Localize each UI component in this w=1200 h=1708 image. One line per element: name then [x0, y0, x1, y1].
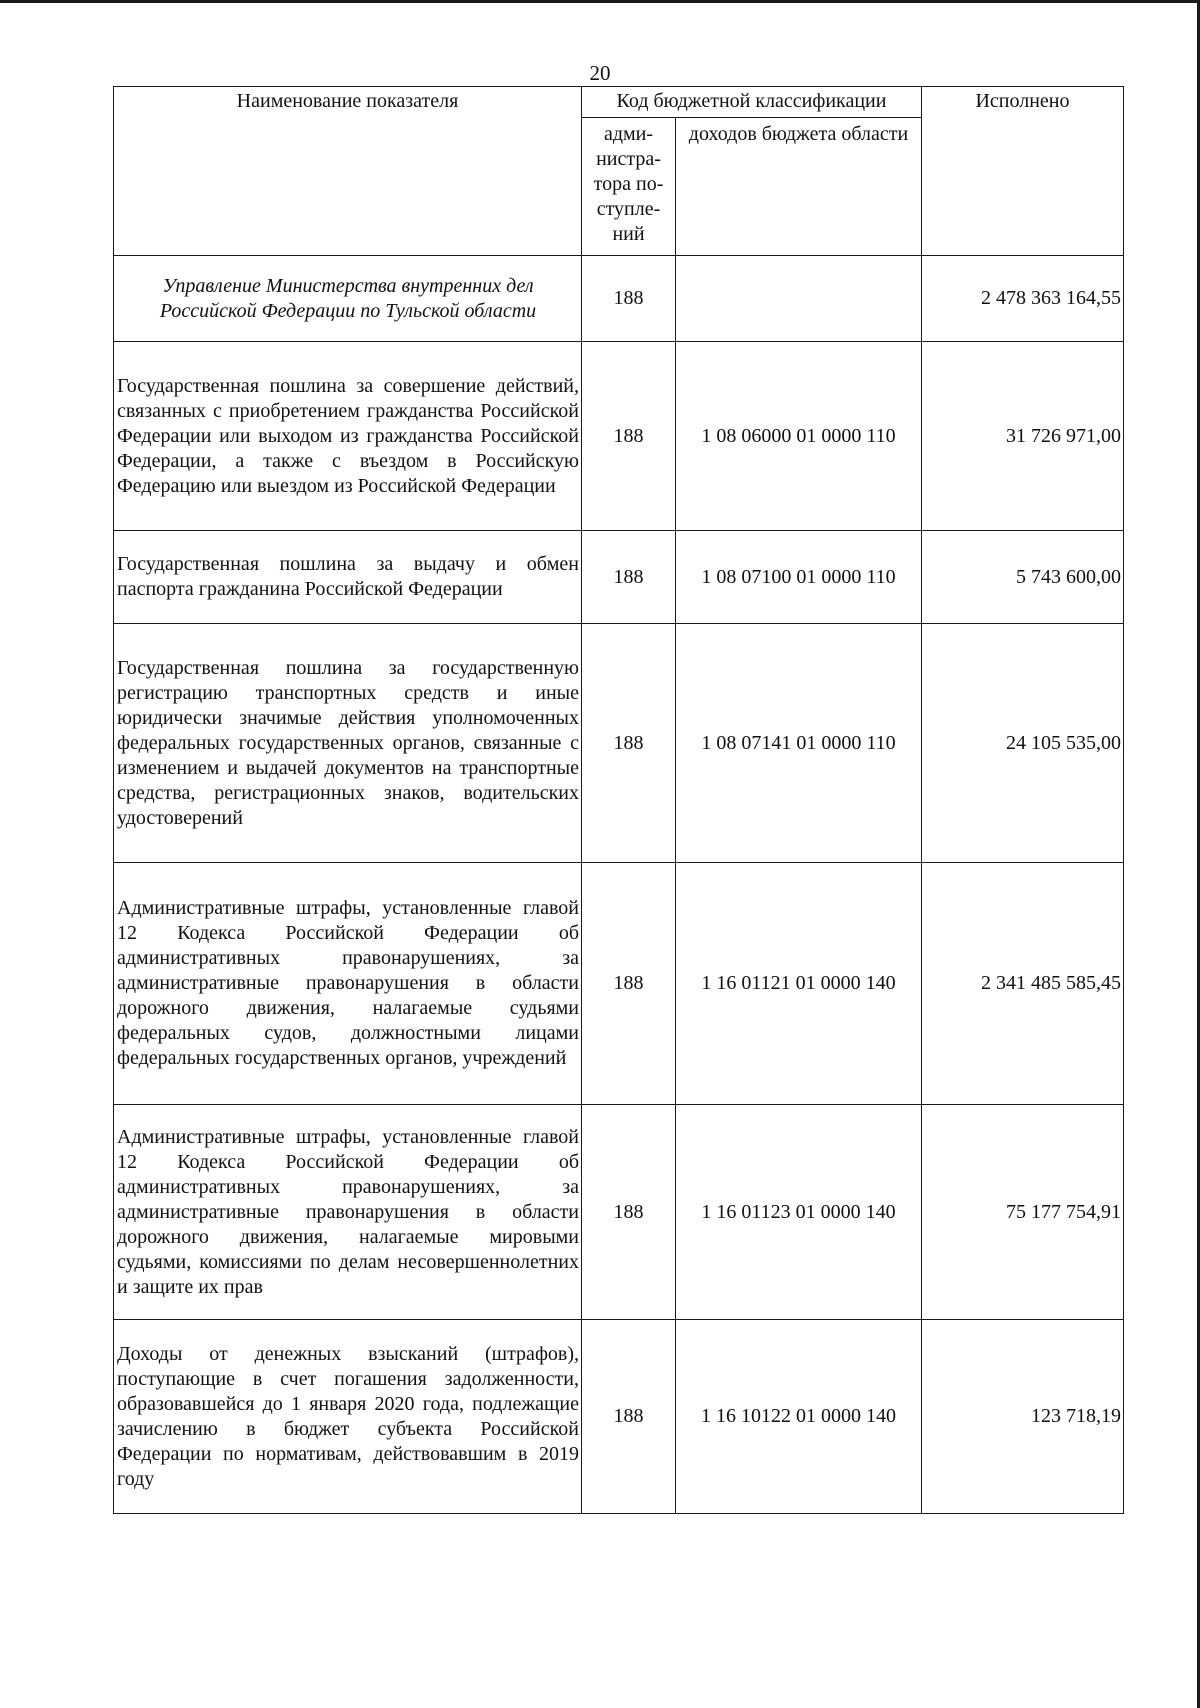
page-top-edge: [0, 0, 1200, 3]
header-row-top: [114, 87, 1124, 118]
table-row: [114, 256, 1124, 342]
row-budget-code: 1 16 01121 01 0000 140: [676, 863, 922, 1105]
header-code: доходов бюджета области: [676, 118, 922, 256]
row-total: 2 341 485 585,45: [922, 863, 1124, 1105]
row-name: Государственная пошлина за государственную регистрацию транспортных средств и иные юридически значимые действия уполномоченных федеральных государственных органов, связанные с изменением и выдачей документов на транспортные средства, регистрационных знаков, водительских удостоверений: [114, 624, 582, 863]
row-admin-code: 188: [582, 1320, 676, 1514]
table-row: [114, 624, 1124, 863]
table-row: [114, 1320, 1124, 1514]
table-row: [114, 342, 1124, 531]
row-name: Административные штрафы, установленные главой 12 Кодекса Российской Федерации об административных правонарушениях, за административные правонарушения в области дорожного движения, налагаемые судьями федеральных судов, должностными лицами федеральных государственных органов, учреждений: [114, 863, 582, 1105]
row-budget-code: 1 08 07141 01 0000 110: [676, 624, 922, 863]
header-admin: адми-нистра-тора по-ступле-ний: [582, 118, 676, 256]
table-row: [114, 1105, 1124, 1320]
row-budget-code: 1 16 10122 01 0000 140: [676, 1320, 922, 1514]
header-code-group: Код бюджетной классификации: [582, 87, 922, 118]
row-total: 123 718,19: [922, 1320, 1124, 1514]
row-name: Доходы от денежных взысканий (штрафов), поступающие в счет погашения задолженности, образовавшейся до 1 января 2020 года, подлежащие зачислению в бюджет субъекта Российской Федерации по нормативам, действовавшим в 2019 году: [114, 1320, 582, 1514]
row-admin-code: 188: [582, 1105, 676, 1320]
row-total: 2 478 363 164,55: [922, 256, 1124, 342]
row-name: Государственная пошлина за совершение действий, связанных с приобретением гражданства Российской Федерации или выходом из гражданства Российской Федерации, а также с въездом в Российскую Федерацию или выездом из Российской Федерации: [114, 342, 582, 531]
row-budget-code: 1 08 06000 01 0000 110: [676, 342, 922, 531]
row-admin-code: 188: [582, 624, 676, 863]
row-name: Управление Министерства внутренних дел Российской Федерации по Тульской области: [114, 256, 582, 342]
row-total: 75 177 754,91: [922, 1105, 1124, 1320]
row-total: 24 105 535,00: [922, 624, 1124, 863]
row-total: 5 743 600,00: [922, 531, 1124, 624]
row-name: Административные штрафы, установленные главой 12 Кодекса Российской Федерации об административных правонарушениях, за административные правонарушения в области дорожного движения, налагаемые мировыми судьями, комиссиями по делам несовершеннолетних и защите их прав: [114, 1105, 582, 1320]
row-admin-code: 188: [582, 256, 676, 342]
header-total: Исполнено: [922, 87, 1124, 256]
row-name: Государственная пошлина за выдачу и обмен паспорта гражданина Российской Федерации: [114, 531, 582, 624]
row-admin-code: 188: [582, 531, 676, 624]
budget-table: [113, 86, 1124, 1514]
table-row: [114, 863, 1124, 1105]
row-total: 31 726 971,00: [922, 342, 1124, 531]
row-budget-code: 1 08 07100 01 0000 110: [676, 531, 922, 624]
table-row: [114, 531, 1124, 624]
header-name: Наименование показателя: [114, 87, 582, 256]
row-admin-code: 188: [582, 863, 676, 1105]
page-number: 20: [589, 61, 611, 85]
row-admin-code: 188: [582, 342, 676, 531]
row-budget-code: [676, 256, 922, 342]
row-budget-code: 1 16 01123 01 0000 140: [676, 1105, 922, 1320]
